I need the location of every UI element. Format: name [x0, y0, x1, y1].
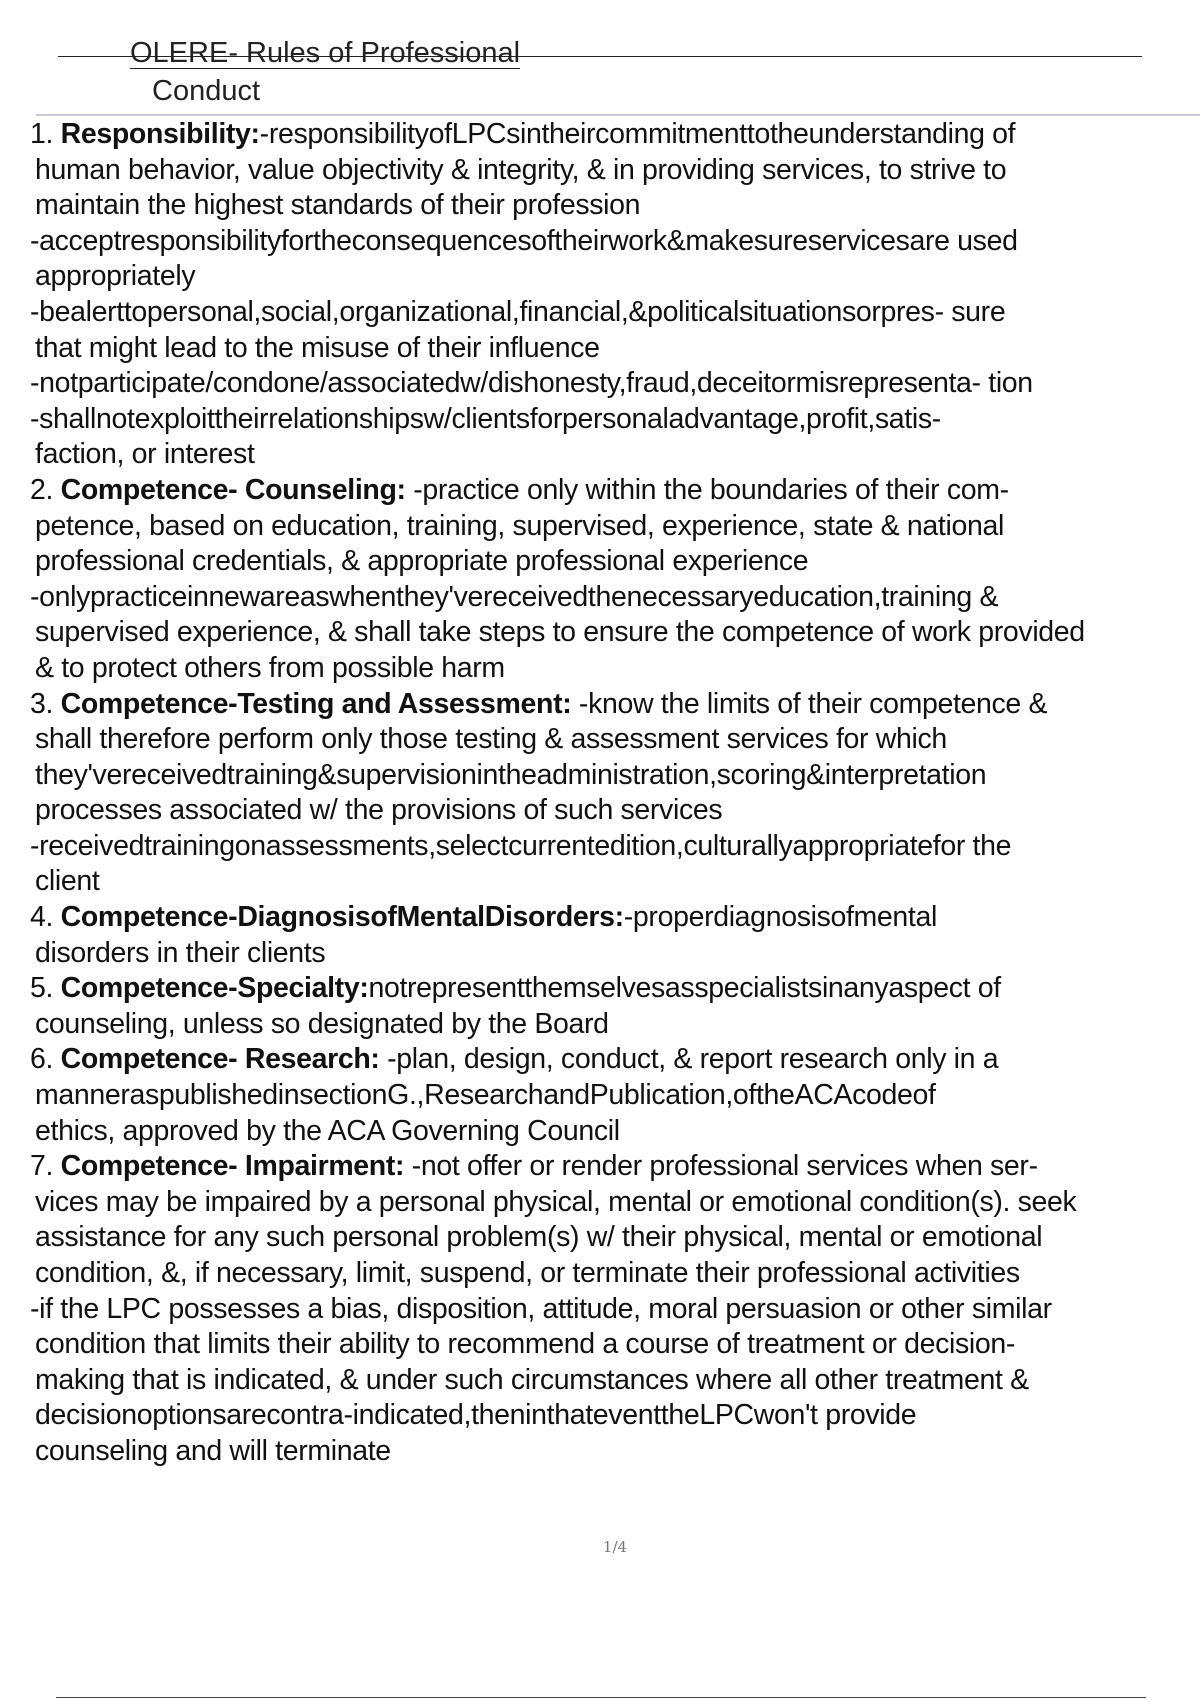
line-text: -plan, design, conduct, & report research only in a	[379, 1043, 999, 1076]
line-text: -properdiagnosisofmental	[623, 901, 937, 934]
text-line	[30, 793, 1200, 829]
section-heading-line	[30, 1149, 1200, 1185]
text-line	[30, 615, 1200, 651]
line-text: maintain the highest standards of their profession	[35, 189, 641, 222]
text-line	[30, 1434, 1200, 1470]
text-line	[30, 366, 1200, 402]
text-line	[30, 1327, 1200, 1363]
line-text: -bealerttopersonal,social,organizational,financial,&politicalsituationsorpres- sure	[30, 295, 1006, 328]
line-text: -receivedtrainingonassessments,selectcurrentedition,culturallyappropriatefor the	[30, 829, 1012, 862]
line-text: making that is indicated, & under such circumstances where all other treatment &	[35, 1363, 1029, 1396]
text-line	[30, 864, 1200, 900]
text-line	[30, 188, 1200, 224]
text-line	[30, 580, 1200, 616]
section-heading: Competence- Research:	[60, 1043, 380, 1076]
line-text: & to protect others from possible harm	[35, 651, 505, 684]
text-line	[30, 1220, 1200, 1256]
bottom-rule	[56, 1697, 1146, 1698]
text-line	[30, 544, 1200, 580]
section-heading-line	[30, 971, 1200, 1007]
text-line	[30, 1398, 1200, 1434]
text-line	[30, 437, 1200, 473]
text-line	[30, 651, 1200, 687]
line-text: condition, &, if necessary, limit, suspend, or terminate their professional activities	[35, 1257, 1020, 1289]
text-line	[30, 722, 1200, 758]
text-line	[30, 224, 1200, 260]
text-line	[30, 758, 1200, 794]
section-heading-line	[30, 687, 1200, 723]
line-text: that might lead to the misuse of their influence	[35, 331, 600, 364]
line-text: -shallnotexploittheirrelationshipsw/clientsforpersonaladvantage,profit,satis-	[30, 402, 941, 435]
section-heading: Responsibility:	[60, 118, 260, 150]
line-text: assistance for any such personal problem(s) w/ their physical, mental or emotional	[35, 1221, 1043, 1254]
section-heading-line	[30, 1042, 1200, 1078]
line-text: petence, based on education, training, supervised, experience, state & national	[35, 509, 1004, 542]
section-heading: Competence- Counseling:	[60, 473, 406, 506]
page-number: 1/4	[602, 1538, 628, 1556]
line-text: counseling, unless so designated by the Board	[35, 1007, 609, 1040]
text-line	[30, 1114, 1200, 1150]
line-text: condition that limits their ability to recommend a course of treatment or decision-	[35, 1328, 1015, 1361]
section-heading: Competence-DiagnosisofMentalDisorders:	[60, 901, 624, 934]
line-text: shall therefore perform only those testing & assessment services for which	[35, 723, 947, 756]
section-heading-line	[30, 117, 1200, 153]
line-text: counseling and will terminate	[35, 1434, 391, 1467]
line-text: they'vereceivedtraining&supervisionintheadministration,scoring&interpretation	[35, 758, 987, 791]
section-number: 5.	[30, 972, 61, 1005]
line-text: -acceptresponsibilityfortheconsequencesoftheirwork&makesureservicesare used	[30, 224, 1018, 257]
text-line	[30, 1256, 1200, 1292]
line-text: disorders in their clients	[35, 936, 326, 969]
header-divider	[36, 114, 1200, 116]
section-number: 7.	[30, 1150, 61, 1183]
section-number: 4.	[30, 901, 61, 934]
text-line	[30, 153, 1200, 189]
line-text: supervised experience, & shall take steps to ensure the competence of work provided	[35, 616, 1085, 649]
line-text: -responsibilityofLPCsintheircommitmenttotheunderstanding of	[259, 118, 1016, 150]
line-text: -onlypracticeinnewareaswhenthey'vereceivedthenecessaryeducation,training &	[30, 580, 999, 613]
line-text: appropriately	[35, 260, 196, 293]
text-line	[30, 829, 1200, 865]
section-number: 6.	[30, 1043, 61, 1076]
line-text: professional credentials, & appropriate professional experience	[35, 545, 809, 578]
text-line	[30, 509, 1200, 545]
line-text: -practice only within the boundaries of their com-	[405, 473, 1009, 506]
section-heading: Competence- Impairment:	[60, 1150, 405, 1183]
document-title: OLERE- Rules of Professional	[130, 37, 521, 69]
text-line	[30, 1007, 1200, 1043]
text-line	[30, 1363, 1200, 1399]
line-text: faction, or interest	[35, 438, 255, 471]
section-heading-line	[30, 473, 1200, 509]
text-line	[30, 402, 1200, 438]
line-text: -know the limits of their competence &	[571, 687, 1048, 720]
line-text: decisionoptionsarecontra-indicated,theninthateventtheLPCwon't provide	[35, 1399, 917, 1432]
line-text: vices may be impaired by a personal physical, mental or emotional condition(s). seek	[35, 1185, 1077, 1218]
text-line	[30, 259, 1200, 295]
document-body	[30, 117, 1200, 1470]
section-number: 2.	[30, 473, 61, 506]
text-line	[30, 331, 1200, 367]
section-number: 3.	[30, 687, 61, 720]
section-heading-line	[30, 900, 1200, 936]
line-text: notrepresentthemselvesasspecialistsinanyaspect of	[368, 972, 1001, 1005]
text-line	[30, 1078, 1200, 1114]
text-line	[30, 1292, 1200, 1328]
text-line	[30, 1185, 1200, 1221]
line-text: -if the LPC possesses a bias, disposition, attitude, moral persuasion or other similar	[30, 1292, 1052, 1325]
section-number: 1.	[30, 118, 61, 150]
line-text: human behavior, value objectivity & integrity, & in providing services, to strive to	[35, 153, 1007, 186]
section-heading: Competence-Specialty:	[60, 972, 369, 1005]
line-text: client	[35, 865, 100, 898]
document-title-continued: Conduct	[152, 75, 261, 107]
section-heading: Competence-Testing and Assessment:	[60, 687, 572, 720]
line-text: processes associated w/ the provisions of such services	[35, 794, 723, 827]
line-text: -notparticipate/condone/associatedw/dishonesty,fraud,deceitormisrepresenta- tion	[30, 367, 1033, 400]
line-text: manneraspublishedinsectionG.,ResearchandPublication,oftheACAcodeof	[35, 1079, 936, 1112]
line-text: -not offer or render professional services when ser-	[404, 1150, 1038, 1183]
text-line	[30, 295, 1200, 331]
line-text: ethics, approved by the ACA Governing Council	[35, 1114, 620, 1147]
text-line	[30, 936, 1200, 972]
